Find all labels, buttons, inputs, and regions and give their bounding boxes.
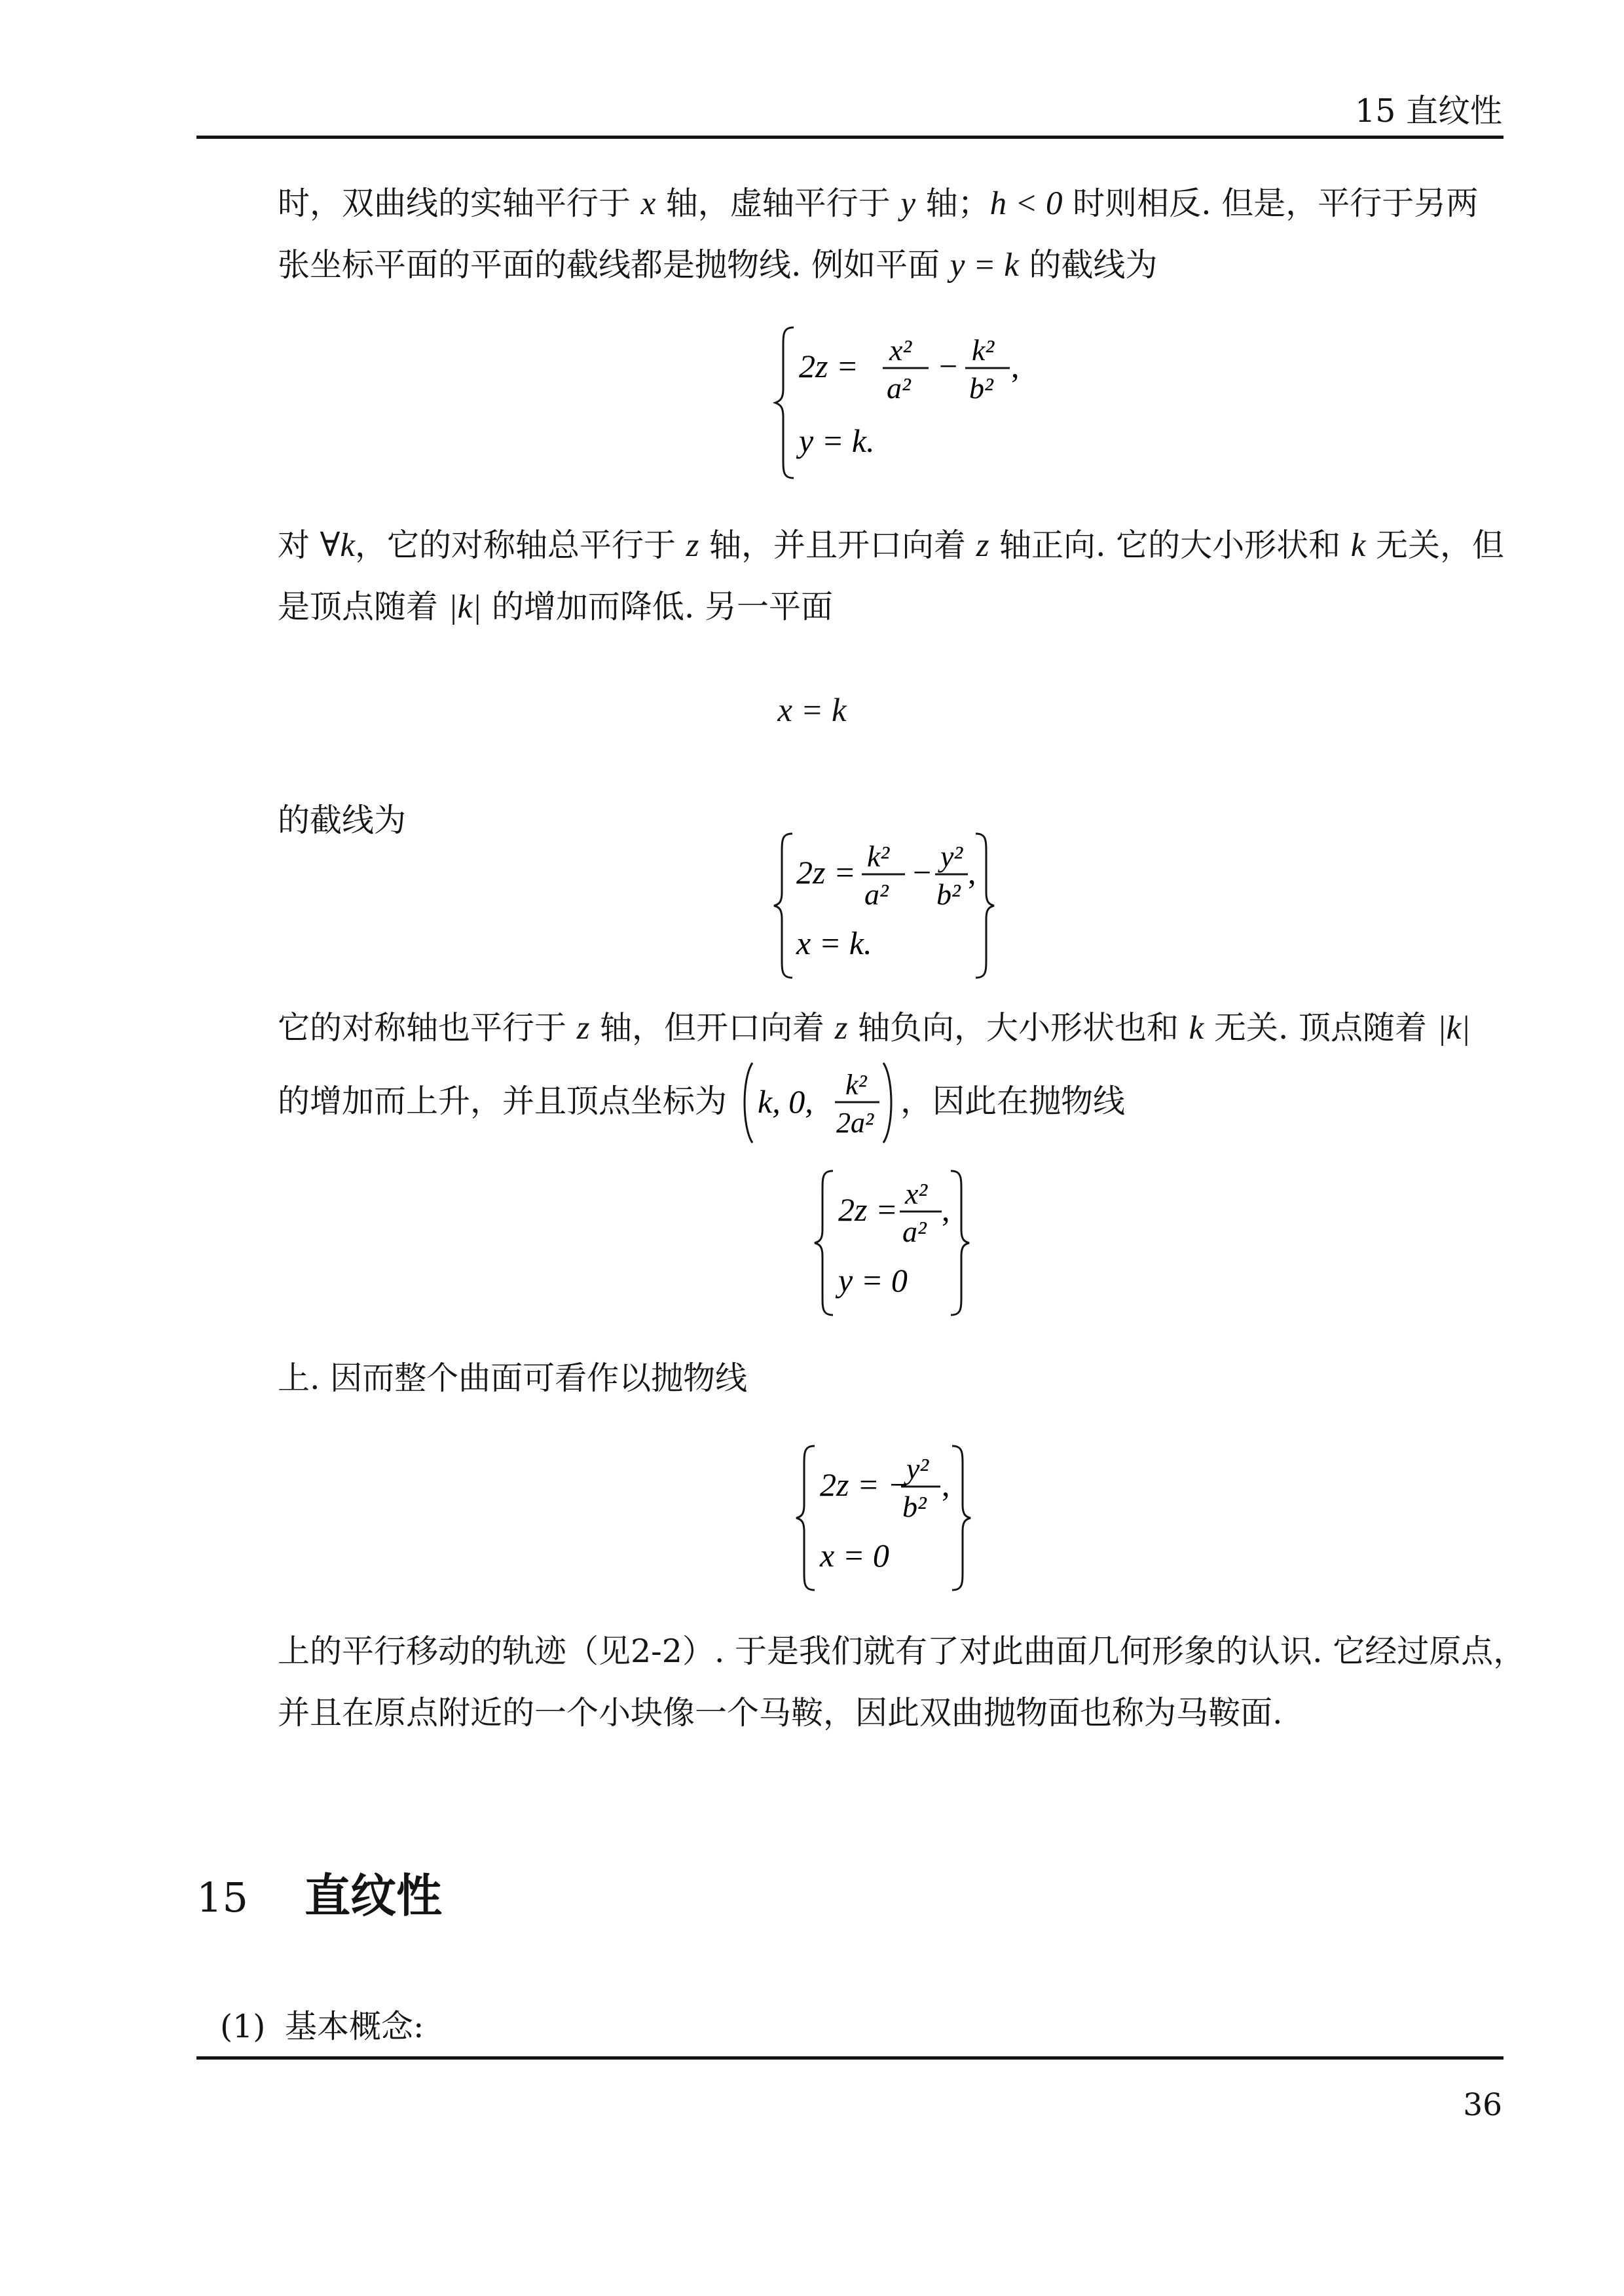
paragraph-line: 的截线为 (278, 802, 407, 839)
right-paren (883, 1063, 891, 1143)
equation-2: x = k (777, 692, 847, 729)
fraction-numerator: x² (905, 1177, 928, 1210)
right-brace (976, 834, 994, 978)
math-z: z (686, 527, 699, 564)
fraction-denominator: b² (969, 371, 993, 405)
text-run: 轴，并且开口向着 (699, 527, 976, 564)
section-title: 直纹性 (304, 1868, 442, 1923)
text-run: 轴，虚轴平行于 (655, 185, 901, 222)
math-z: z (976, 527, 989, 564)
text-run: 它的对称轴也平行于 (278, 1009, 577, 1046)
fraction-denominator: b² (936, 878, 961, 911)
paragraph-2 (278, 515, 1505, 638)
left-brace (774, 834, 792, 978)
eq-lhs: 2z = − (820, 1466, 910, 1503)
math-y: y (900, 185, 916, 222)
paragraph-line (278, 234, 1505, 296)
text-run: ，它的对称轴总平行于 (355, 527, 686, 564)
text-run: 时则相反. 但是，平行于另两 (1062, 185, 1479, 222)
fraction-numerator: y² (940, 840, 963, 873)
paragraph-1 (278, 173, 1505, 296)
footer-rule (196, 2056, 1504, 2060)
math-z: z (834, 1010, 848, 1046)
text-run: 的增加而上升，并且顶点坐标为 (278, 1083, 728, 1120)
vertex-coordinates (739, 1059, 896, 1147)
left-paren (745, 1063, 752, 1143)
header-rule (196, 136, 1504, 139)
paragraph-line (278, 515, 1505, 576)
comma: , (1011, 348, 1020, 384)
math-x: x (640, 185, 656, 222)
comma: , (942, 1466, 950, 1503)
eq-row-2: x = 0 (820, 1537, 889, 1574)
text-run: 是顶点随着 (278, 588, 449, 625)
left-brace (796, 1446, 815, 1590)
text-run: 轴负向，大小形状也和 (847, 1009, 1189, 1046)
eq-row-2: y = 0 (838, 1262, 908, 1299)
comma: , (942, 1191, 950, 1228)
eq-lhs: 2z = (796, 854, 856, 891)
math-abs-k: |k| (1437, 1010, 1471, 1046)
text-run: 的截线为 (1018, 246, 1158, 284)
text-run: 无关，但 (1365, 527, 1504, 564)
text-run: 时，双曲线的实轴平行于 (278, 185, 641, 222)
fraction-denominator: b² (902, 1490, 927, 1523)
equation-1 (773, 321, 1048, 485)
paragraph-4-line-2 (278, 1059, 1505, 1144)
running-header: 15 直纹性 (1355, 92, 1502, 130)
math-k: k (1189, 1010, 1204, 1046)
fraction-denominator: 2a² (836, 1107, 874, 1139)
right-brace (952, 1446, 970, 1590)
paragraph-line (278, 997, 1505, 1059)
math-k: k (1350, 527, 1366, 564)
fraction-denominator: a² (864, 878, 889, 911)
math-y-eq-k: y = k (950, 247, 1019, 284)
equation-3 (773, 828, 995, 983)
eq-row-2: y = k. (799, 422, 875, 459)
paragraph-line: 上的平行移动的轨迹（见2-2）. 于是我们就有了对此曲面几何形象的认识. 它经过原点， (278, 1633, 1526, 1670)
minus-sign: − (913, 854, 932, 891)
equation-5 (795, 1441, 972, 1595)
right-brace (951, 1171, 969, 1315)
fraction-numerator: k² (845, 1069, 867, 1101)
text-run: 张坐标平面的平面的截线都是抛物线. 例如平面 (278, 246, 950, 284)
page-number: 36 (1463, 2087, 1502, 2123)
math-forall-k: ∀k (320, 527, 355, 564)
math-z: z (576, 1010, 590, 1046)
fraction-denominator: a² (887, 371, 911, 405)
fraction-numerator: k² (867, 840, 890, 873)
list-item (220, 2004, 424, 2050)
minus-sign: − (939, 348, 958, 384)
left-brace (775, 327, 794, 478)
text-run: 对 (278, 527, 320, 564)
section-number: 15 (196, 1874, 248, 1921)
comma: , (968, 854, 976, 891)
paragraph-line: 上. 因而整个曲面可看作以抛物线 (278, 1360, 748, 1397)
left-brace (815, 1171, 833, 1315)
math-abs-k: |k| (448, 589, 482, 625)
eq-lhs: 2z = (838, 1191, 898, 1228)
list-item-text: 基本概念: (285, 2008, 424, 2045)
text-run: 无关. 顶点随着 (1204, 1009, 1437, 1046)
paragraph-4 (278, 997, 1505, 1059)
fraction-numerator: x² (889, 333, 912, 367)
paragraph-line: 并且在原点附近的一个小块像一个马鞍，因此双曲抛物面也称为马鞍面. (278, 1694, 1283, 1731)
equation-4 (813, 1166, 970, 1320)
text-run: 轴正向. 它的大小形状和 (989, 527, 1351, 564)
eq-lhs: 2z = (799, 348, 858, 384)
math-h-lt-0: h < 0 (989, 185, 1063, 222)
paragraph-line (278, 173, 1505, 234)
text-run: 轴，但开口向着 (589, 1009, 835, 1046)
fraction-numerator: k² (972, 333, 995, 367)
fraction-denominator: a² (902, 1215, 927, 1248)
text-run: 轴； (915, 185, 990, 222)
paragraph-5 (278, 1348, 1505, 1409)
fraction-numerator: y² (906, 1452, 929, 1485)
eq-row-2: x = k. (796, 925, 872, 961)
text-run: ，因此在抛物线 (900, 1083, 1126, 1120)
paragraph-6 (278, 1621, 1526, 1744)
text-run: 的增加而降低. 另一平面 (481, 588, 833, 625)
list-item-label: (1) (220, 2008, 266, 2045)
vertex-prefix: k, 0, (758, 1083, 813, 1120)
paragraph-line (278, 576, 1505, 638)
